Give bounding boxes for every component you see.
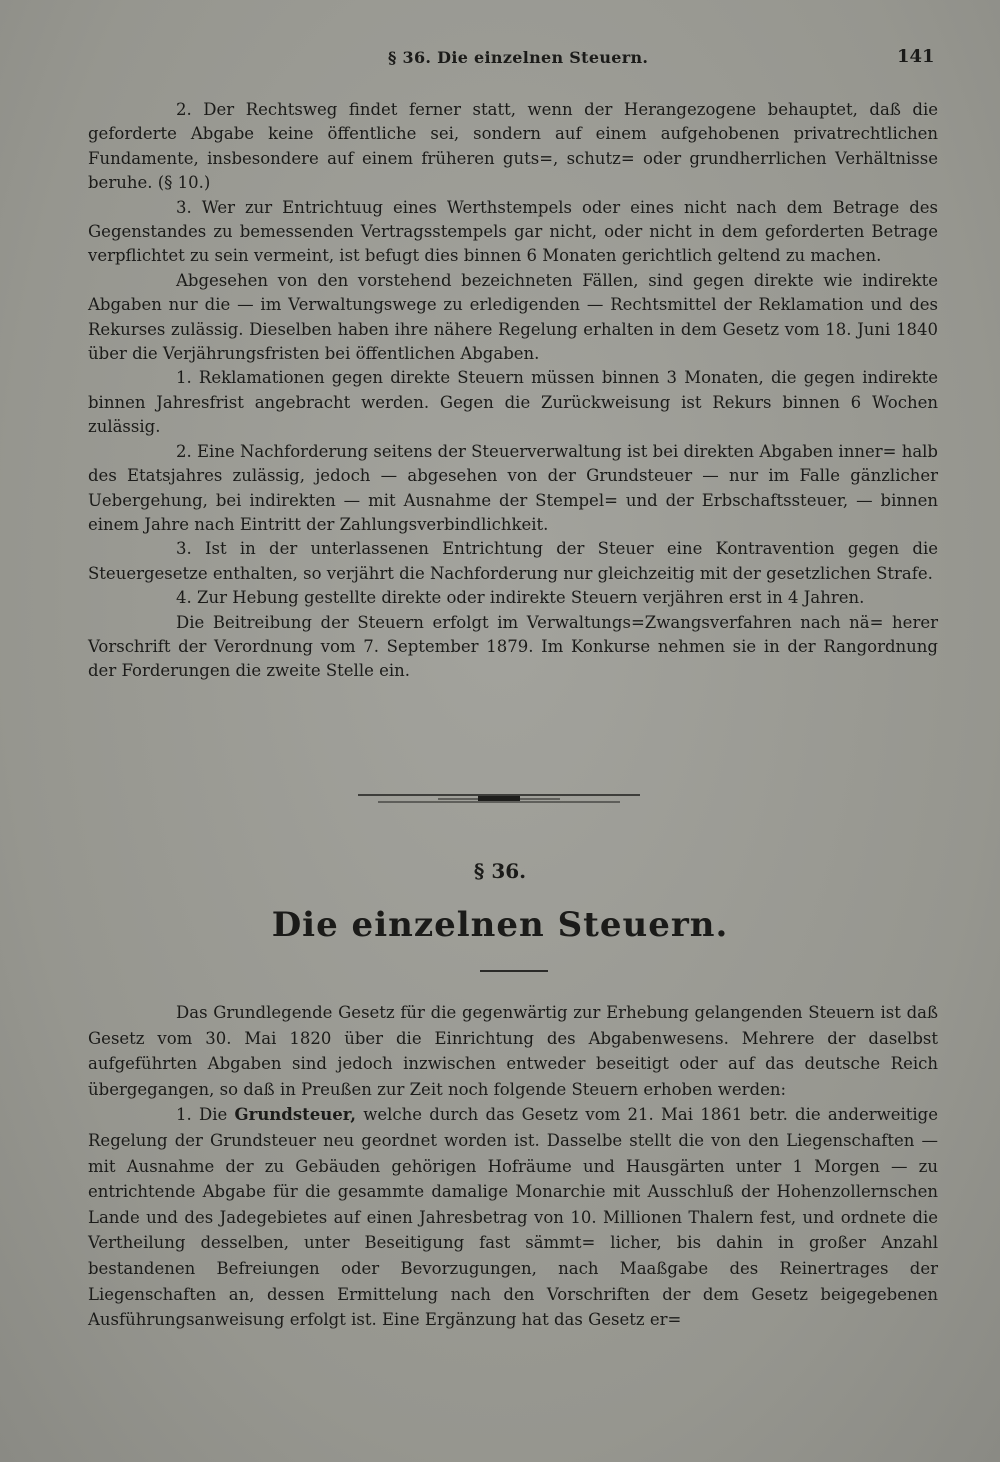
page-number: 141 <box>897 46 935 67</box>
page-header <box>0 44 1000 74</box>
paragraph: 2. Eine Nachforderung seitens der Steuerverwaltung ist bei direkten Abgaben inner= halb des Etatsjahres zulässig, jedoch — abgesehen von der Grundsteuer — nur im Falle gänzlicher Uebergehung, bei indirekten — mit Ausnahme der Stempel= und der Erbschaftssteuer, — binnen einem Jahre nach Eintritt der Zahlungsverbindlichkeit. <box>88 441 938 534</box>
paragraph: Das Grundlegende Gesetz für die gegenwärtig zur Erhebung gelangenden Steuern ist daß Gesetz vom 30. Mai 1820 über die Einrichtung des Abgabenwesens. Mehrere der daselbst aufgeführten Abgaben sind jedoch inzwischen entweder beseitigt oder auf das deutsche Reich übergegangen, so daß in Preußen zur Zeit noch folgende Steuern erhoben werden: <box>88 1003 938 1099</box>
title-underline-rule <box>480 970 548 972</box>
running-title: § 36. Die einzelnen Steuern. <box>388 48 649 67</box>
paragraph: Die Beitreibung der Steuern erfolgt im Verwaltungs=Zwangsverfahren nach nä= herer Vorschrift der Verordnung vom 7. September 1879. Im Konkurse nehmen sie in der Rangordnung der Forderungen die zweite Stelle ein. <box>88 612 938 681</box>
paragraph: Abgesehen von den vorstehend bezeichneten Fällen, sind gegen direkte wie indirekte Abgaben nur die — im Verwaltungswege zu erledigenden — Rechtsmittel der Reklamation und des Rekurses zulässig. Dieselben haben ihre nähere Regelung erhalten in dem Gesetz vom 18. Juni 1840 über die Verjährungsfristen bei öffentlichen Abgaben. <box>88 270 938 364</box>
section-divider-ornament <box>358 788 640 808</box>
paragraph: 4. Zur Hebung gestellte direkte oder indirekte Steuern verjähren erst in 4 Jahren. <box>176 588 865 608</box>
item-text: welche durch das Gesetz vom 21. Mai 1861 betr. die anderweitige Regelung der Grundsteuer neu geordnet worden ist. Dasselbe stellt die von den Liegenschaften — mit Ausnahme der zu Gebäuden gehörigen Hofräume und Hausgärten unter 1 Morgen — zu entrichtende Abgabe für die gesammte damalige Monarchie mit Ausschluß der Hohenzollernschen Lande und des Jadegebietes auf einen Jahresbetrag von 10. Millionen Thalern fest, und ordnete die Vertheilung desselben, unter Beseitigung fast sämmt= licher, bis dahin in großer Anzahl bestandenen Befreiungen oder Bevorzugungen, nach Maaßgabe des Reinertrages der Liegenschaften an, dessen Ermittelung nach den Vorschriften der dem Gesetz beigegebenen Ausführungsanweisung erfolgt ist. Eine Ergänzung hat das Gesetz er= <box>88 1105 938 1330</box>
paragraph: 2. Der Rechtsweg findet ferner statt, wenn der Herangezogene behauptet, daß die geforderte Abgabe keine öffentliche sei, sondern auf einem aufgehobenen privatrechtlichen Fundamente, insbesondere auf einem früheren guts=, schutz= oder grundherrlichen Verhältnisse beruhe. (§ 10.) <box>88 100 938 193</box>
paragraph: 3. Ist in der unterlassenen Entrichtung der Steuer eine Kontravention gegen die Steuergesetze enthalten, so verjährt die Nachforderung nur gleichzeitig mit der gesetzlichen Strafe. <box>88 539 938 583</box>
section-number: § 36. <box>473 859 527 883</box>
section-title: Die einzelnen Steuern. <box>271 905 729 945</box>
item-number: 1. Die <box>176 1105 235 1125</box>
paragraph: 3. Wer zur Entrichtuug eines Werthstempels oder eines nicht nach dem Betrage des Gegenstandes zu bemessenden Vertragsstempels gar nicht, oder nicht in dem geforderten Betrage verpflichtet zu sein vermeint, ist befugt dies binnen 6 Monaten gerichtlich geltend zu machen. <box>88 197 938 266</box>
upper-text-block <box>88 98 938 684</box>
paragraph <box>88 1102 938 1332</box>
lower-text-block <box>88 1000 938 1333</box>
paragraph: 1. Reklamationen gegen direkte Steuern müssen binnen 3 Monaten, die gegen indirekte binnen Jahresfrist angebracht werden. Gegen die Zurückweisung ist Rekurs binnen 6 Wochen zulässig. <box>88 368 938 437</box>
bold-term: Grundsteuer, <box>234 1105 356 1125</box>
